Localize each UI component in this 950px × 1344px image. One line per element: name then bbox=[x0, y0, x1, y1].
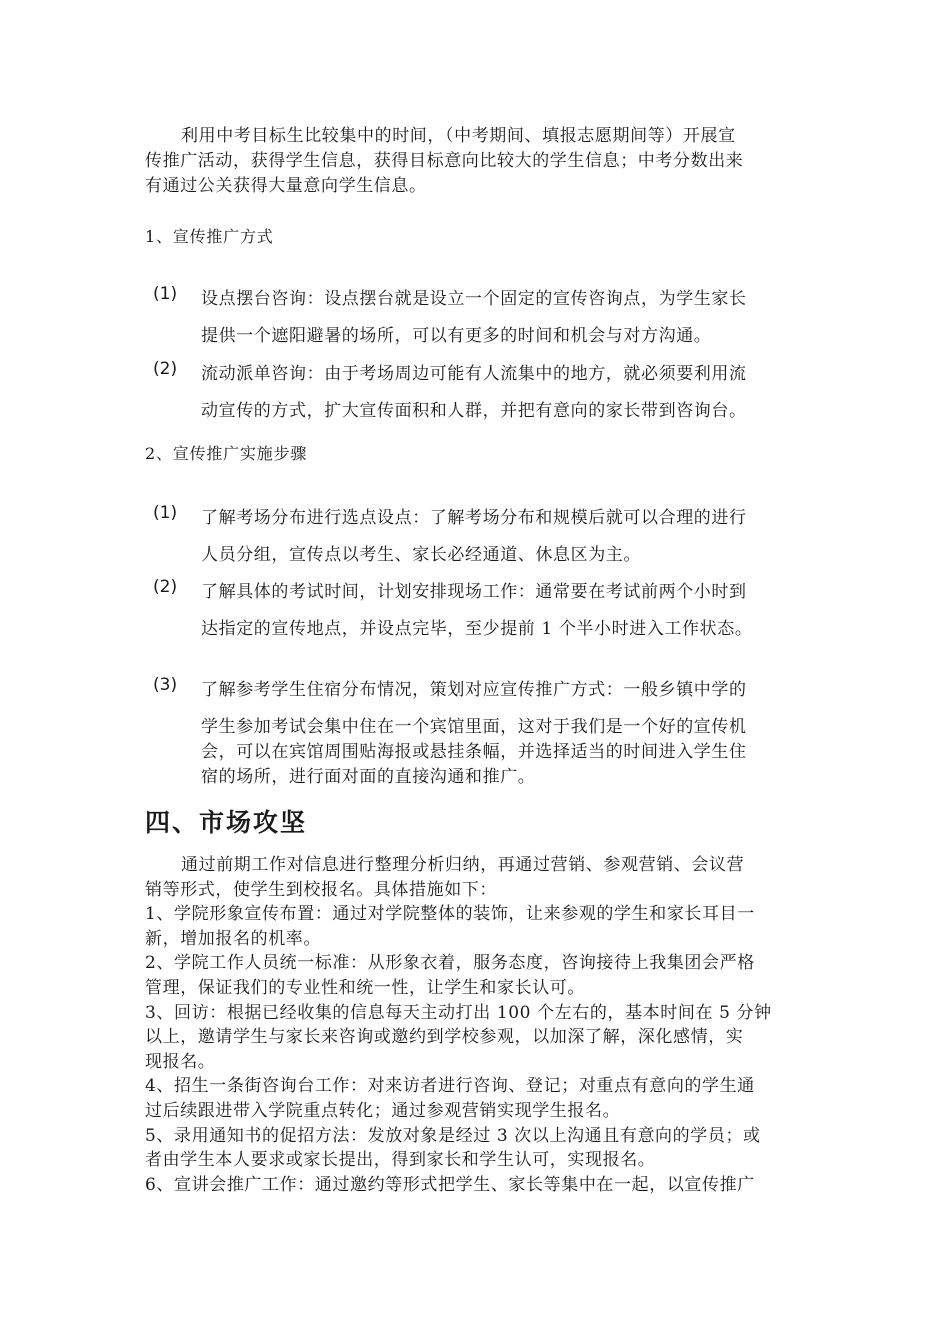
list-item-line: 提供一个遮阳避暑的场所，可以有更多的时间和机会与对方沟通。 bbox=[201, 326, 712, 346]
section-title: 四、市场攻坚 bbox=[145, 808, 308, 837]
list-item-line: 了解具体的考试时间，计划安排现场工作：通常要在考试前两个小时到 bbox=[201, 582, 747, 602]
list-number: (2) bbox=[153, 577, 178, 597]
text-line: 4、招生一条街咨询台工作：对来访者进行咨询、登记；对重点有意向的学生通 bbox=[145, 1076, 755, 1097]
text-line: 传推广活动，获得学生信息，获得目标意向比较大的学生信息；中考分数出来 bbox=[145, 151, 744, 171]
text-line: 有通过公关获得大量意向学生信息。 bbox=[145, 176, 427, 196]
list-number: (1) bbox=[153, 503, 178, 523]
list-item-line: 设点摆台咨询：设点摆台就是设立一个固定的宣传咨询点，为学生家长 bbox=[201, 289, 747, 309]
text-line: 5、录用通知书的促招方法：发放对象是经过 3 次以上沟通且有意向的学员；或 bbox=[145, 1125, 761, 1146]
text-line: 3、回访：根据已经收集的信息每天主动打出 100 个左右的，基本时间在 5 分钟 bbox=[145, 1002, 772, 1023]
text-line: 过后续跟进带入学院重点转化；通过参观营销实现学生报名。 bbox=[145, 1100, 621, 1121]
list-item-line: 了解参考学生住宿分布情况，策划对应宣传推广方式：一般乡镇中学的 bbox=[201, 680, 747, 700]
list-number: (3) bbox=[153, 675, 178, 695]
text-line: 利用中考目标生比较集中的时间，（中考期间、填报志愿期间等）开展宣 bbox=[181, 126, 736, 146]
list-item-line: 学生参加考试会集中住在一个宾馆里面，这对于我们是一个好的宣传机 bbox=[201, 717, 747, 737]
subheading-promo-steps: 2、宣传推广实施步骤 bbox=[145, 444, 308, 463]
text-line: 者由学生本人要求或家长提出，得到家长和学生认可，实现报名。 bbox=[145, 1150, 656, 1171]
list-item-line: 人员分组，宣传点以考生、家长必经通道、休息区为主。 bbox=[201, 545, 641, 565]
subheading-promo-methods: 1、宣传推广方式 bbox=[145, 227, 274, 246]
text-line: 通过前期工作对信息进行整理分析归纳，再通过营销、参观营销、会议营 bbox=[181, 855, 745, 875]
list-item-line: 了解考场分布进行选点设点：了解考场分布和规模后就可以合理的进行 bbox=[201, 508, 747, 528]
list-item-line: 达指定的宣传地点，并设点完毕，至少提前 1 个半小时进入工作状态。 bbox=[201, 619, 753, 639]
text-line: 管理，保证我们的专业性和统一性，让学生和家长认可。 bbox=[145, 977, 585, 998]
text-line: 销等形式，使学生到校报名。具体措施如下： bbox=[145, 879, 497, 900]
intro-paragraph bbox=[145, 124, 815, 199]
text-line: 2、学院工作人员统一标准：从形象衣着，服务态度，咨询接待上我集团会严格 bbox=[145, 953, 755, 974]
list-item-line: 动宣传的方式，扩大宣传面积和人群，并把有意向的家长带到咨询台。 bbox=[201, 401, 747, 421]
list-item-line: 流动派单咨询：由于考场周边可能有人流集中的地方，就必须要利用流 bbox=[201, 364, 747, 384]
list-item-line: 宿的场所，进行面对面的直接沟通和推广。 bbox=[201, 767, 536, 787]
text-line: 6、宣讲会推广工作：通过邀约等形式把学生、家长等集中在一起，以宣传推广 bbox=[145, 1174, 755, 1195]
text-line: 以上，邀请学生与家长来咨询或邀约到学校参观，以加深了解，深化感情，实 bbox=[145, 1027, 744, 1048]
text-line: 1、学院形象宣传布置：通过对学院整体的装饰，让来参观的学生和家长耳目一 bbox=[145, 904, 755, 925]
list-number: (1) bbox=[153, 284, 178, 304]
text-line: 新，增加报名的机率。 bbox=[145, 928, 321, 949]
list-number: (2) bbox=[153, 359, 178, 379]
text-line: 现报名。 bbox=[145, 1051, 216, 1072]
market-paragraph bbox=[145, 853, 815, 1197]
list-item-line: 会，可以在宾馆周围贴海报或悬挂条幅，并选择适当的时间进入学生住 bbox=[201, 742, 747, 762]
